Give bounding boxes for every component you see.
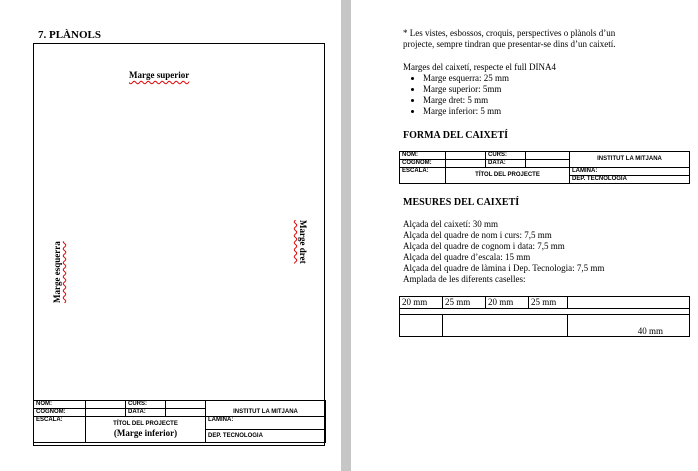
measure-line: Alçada del quadre de cognom i data: 7,5 mm [403, 241, 565, 251]
note-line2: projecte, sempre tindran que presentar-se dins d’un caixetí. [403, 39, 616, 49]
measure-line: Alçada del caixetí: 30 mm [403, 219, 498, 229]
tb-institut: INSTITUT LA MITJANA [206, 401, 326, 417]
margin-right-label: Marge dret [298, 220, 308, 264]
tb-marge-inferior: (Marge inferior) [113, 428, 178, 438]
margins-item: • Marge superior: 5mm [423, 84, 509, 95]
note-line1: * Les vistes, esbossos, croquis, perspectives o plànols d’un [403, 28, 616, 38]
section-form-heading: FORMA DEL CAIXETÍ [403, 130, 509, 141]
measure-line: Alçada del quadre de làmina i Dep. Tecnologia: 7,5 mm [403, 263, 605, 273]
margins-item: • Marge inferior: 5 mm [423, 106, 509, 117]
tb-dep: DEP. TECNOLOGIA [206, 430, 326, 443]
left-page [0, 0, 341, 471]
tb-escala: ESCALA: [34, 417, 86, 443]
tb-titol-cell [86, 417, 206, 443]
measure-line: Alçada del quadre de nom i curs: 7,5 mm [403, 230, 552, 240]
margins-list [401, 73, 509, 117]
tb-cognom: COGNOM: [34, 409, 86, 417]
margins-item: • Marge dret: 5 mm [423, 95, 509, 106]
width-cell: 25 mm [443, 297, 486, 309]
tb-small-cognom: COGNOM: [400, 160, 446, 168]
margins-intro: Marges del caixetí, respecte el full DINA4 [403, 62, 557, 72]
measure-line: Alçada del quadre d’escala: 15 mm [403, 252, 531, 262]
tb-small-titol: TÍTOL DEL PROJECTE [446, 168, 570, 184]
tb-small-dep: DEP. TECNOLOGIA [570, 176, 690, 184]
tb-small-escala: ESCALA: [400, 168, 446, 184]
tb-data: DATA: [126, 409, 166, 417]
title-block-small [399, 151, 690, 184]
measures-list [403, 219, 604, 285]
section-heading: 7. PLÀNOLS [38, 29, 101, 41]
tb-small-data: DATA: [486, 160, 526, 168]
tb-nom: NOM: [34, 401, 86, 409]
width-cell: 20 mm [486, 297, 529, 309]
tb-titol: TÍTOL DEL PROJECTE [113, 421, 178, 427]
tb-small-curs: CURS: [486, 152, 526, 160]
measure-line: Amplada de les diferents caselles: [403, 274, 526, 284]
section-measures-heading: MESURES DEL CAIXETÍ [403, 197, 520, 208]
title-block-large [33, 400, 326, 443]
margins-item: • Marge esquerra: 25 mm [423, 73, 509, 84]
drawing-frame [33, 43, 325, 446]
width-cell: 25 mm [529, 297, 568, 309]
page-gutter [341, 0, 351, 471]
margin-left-label: Marge esquerra [52, 241, 62, 303]
tb-curs: CURS: [126, 401, 166, 409]
tb-small-nom: NOM: [400, 152, 446, 160]
tb-small-institut: INSTITUT LA MITJANA [570, 152, 690, 168]
width-last-cell: 40 mm [568, 315, 690, 337]
width-cell: 20 mm [400, 297, 443, 309]
tb-small-lamina: LÀMINA: [570, 168, 690, 176]
margin-top-label: Marge superior [129, 70, 190, 80]
right-page [351, 0, 698, 471]
widths-table [399, 296, 690, 337]
tb-lamina: LÀMINA: [206, 417, 326, 430]
